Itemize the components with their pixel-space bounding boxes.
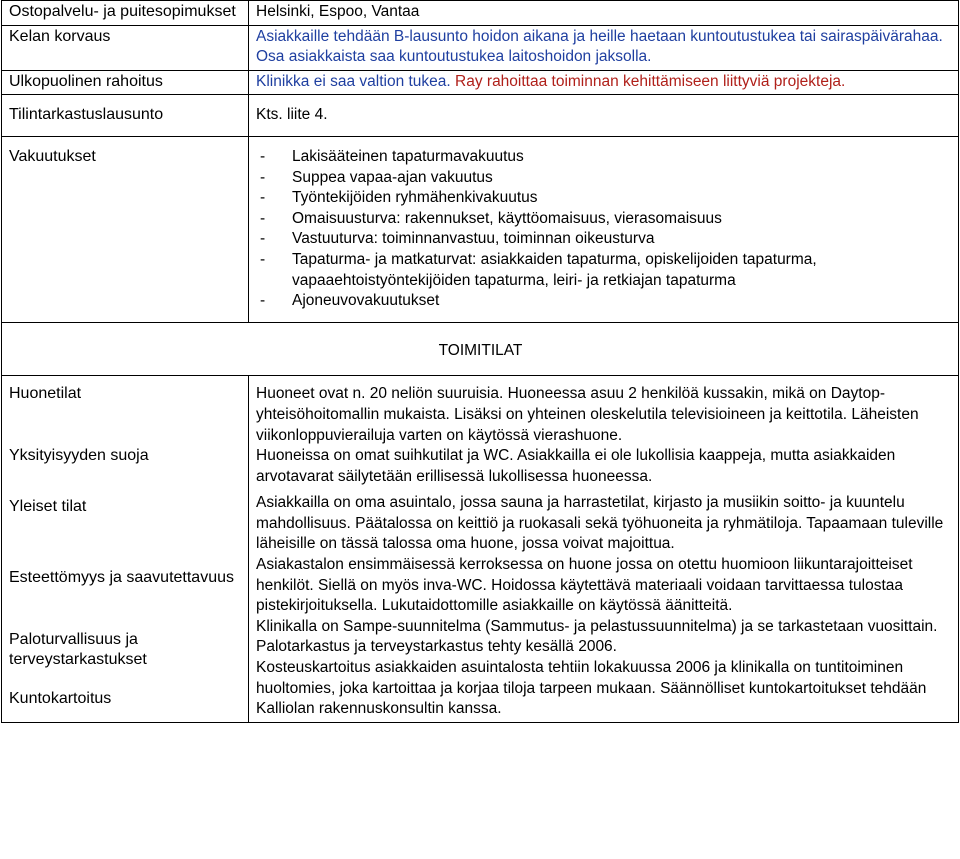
label-yksityisyyden-suoja: Yksityisyyden suoja [9,446,149,464]
label-huonetilat: Huonetilat [9,385,82,403]
toimitilat-texts [249,376,959,723]
label-kelan-korvaus: Kelan korvaus [2,25,249,70]
label-yleiset-tilat: Yleiset tilat [9,497,87,515]
value-ostopalvelu: Helsinki, Espoo, Vantaa [249,1,959,26]
value-ulkopuolinen-rahoitus [249,70,959,95]
list-item: - Omaisuusturva: rakennukset, käyttöomaisuus, vierasomaisuus [256,209,952,230]
table-row [2,136,959,322]
text-kuntokartoitus: Kosteuskartoitus asiakkaiden asuintalosta tehtiin lokakuussa 2006 ja klinikalla on tuntitoiminen huoltomies, joka kartoittaa ja korjaa tiloja tarpeen mukaan. Säännölliset kuntokartoitukset tehdään Kalliolan rakennuskonsultin kanssa. [256,659,927,718]
list-item: - Vastuuturva: toiminnanvastuu, toiminnan oikeusturva [256,229,952,250]
text-huonetilat: Huoneet ovat n. 20 neliön suuruisia. Huoneessa asuu 2 henkilöä kussakin, mikä on Daytop-yhteisöhoitomallin mukaista. Lisäksi on yhteinen oleskelutila televisioineen ja keittotila. Läheisten viikonloppuvierailuja varten on käytössä vierashuone. [256,385,919,444]
section-heading-toimitilat: TOIMITILAT [2,322,959,376]
table-row [2,25,959,70]
value-vakuutukset [249,136,959,322]
label-kuntokartoitus: Kuntokartoitus [9,689,112,707]
label-esteettomyys: Esteettömyys ja saavutettavuus [9,569,234,587]
list-item: - Suppea vapaa-ajan vakuutus [256,168,952,189]
table-row [2,376,959,723]
value-kelan-korvaus: Asiakkaille tehdään B-lausunto hoidon aikana ja heille haetaan kuntoutustukea tai sairaspäivärahaa. Osa asiakkaista saa kuntoutustukea laitoshoidon jaksolla. [249,25,959,70]
table-row [2,1,959,26]
label-tilintarkastus: Tilintarkastuslausunto [2,95,249,137]
value-ulkopuolinen-part2: Ray rahoittaa toiminnan kehittämiseen liittyviä projekteja. [455,72,846,90]
table-row [2,95,959,137]
table-row [2,322,959,376]
text-yksityisyyden-suoja: Huoneissa on omat suihkutilat ja WC. Asiakkailla ei ole lukollisia kaappeja, mutta asiakkaiden arvotavarat säilytetään erillisessä lukollisessa huoneessa. [256,447,896,485]
label-ulkopuolinen-rahoitus: Ulkopuolinen rahoitus [2,70,249,95]
label-ostopalvelu: Ostopalvelu- ja puitesopimukset [2,1,249,26]
text-yleiset-tilat: Asiakkailla on oma asuintalo, jossa sauna ja harrastetilat, kirjasto ja musiikin soitto- ja kuuntelu mahdollisuus. Päätalossa on keittiö ja ruokasali sekä työhuoneita ja ryhmätiloja. Tapaamaan tuleville läheisille on tässä talossa oma huone, jossa voivat majoittua. [256,494,944,553]
document-table [1,0,959,723]
table-row [2,70,959,95]
vakuutukset-list [256,147,952,312]
text-paloturvallisuus-1: Klinikalla on Sampe-suunnitelma (Sammutus- ja pelastussuunnitelma) ja se tarkastetaan vuosittain. [256,617,938,635]
toimitilat-labels [2,376,249,723]
list-item: - Ajoneuvovakuutukset [256,291,952,312]
text-esteettomyys: Asiakastalon ensimmäisessä kerroksessa on huone jossa on otettu huomioon liikuntarajoitteiset henkilöt. Siellä on myös inva-WC. Hoidossa käytettävä materiaali voidaan tarvittaessa tulostaa pistekirjoituksella. Lukutaidottomille asiakkaille on käytössä äänitteitä. [256,556,913,615]
list-item: - Tapaturma- ja matkaturvat: asiakkaiden tapaturma, opiskelijoiden tapaturma, vapaaehtoistyöntekijöiden tapaturma, leiri- ja retkiajan tapaturma [256,250,952,291]
value-ulkopuolinen-part1: Klinikka ei saa valtion tukea. [256,72,456,90]
label-vakuutukset: Vakuutukset [2,136,249,322]
list-item: - Lakisääteinen tapaturmavakuutus [256,147,952,168]
list-item: - Työntekijöiden ryhmähenkivakuutus [256,188,952,209]
text-paloturvallisuus-2: Palotarkastus ja terveystarkastus tehty kesällä 2006. [256,638,617,656]
value-tilintarkastus: Kts. liite 4. [249,95,959,137]
label-paloturvallisuus: Paloturvallisuus ja terveystarkastukset [9,630,147,669]
